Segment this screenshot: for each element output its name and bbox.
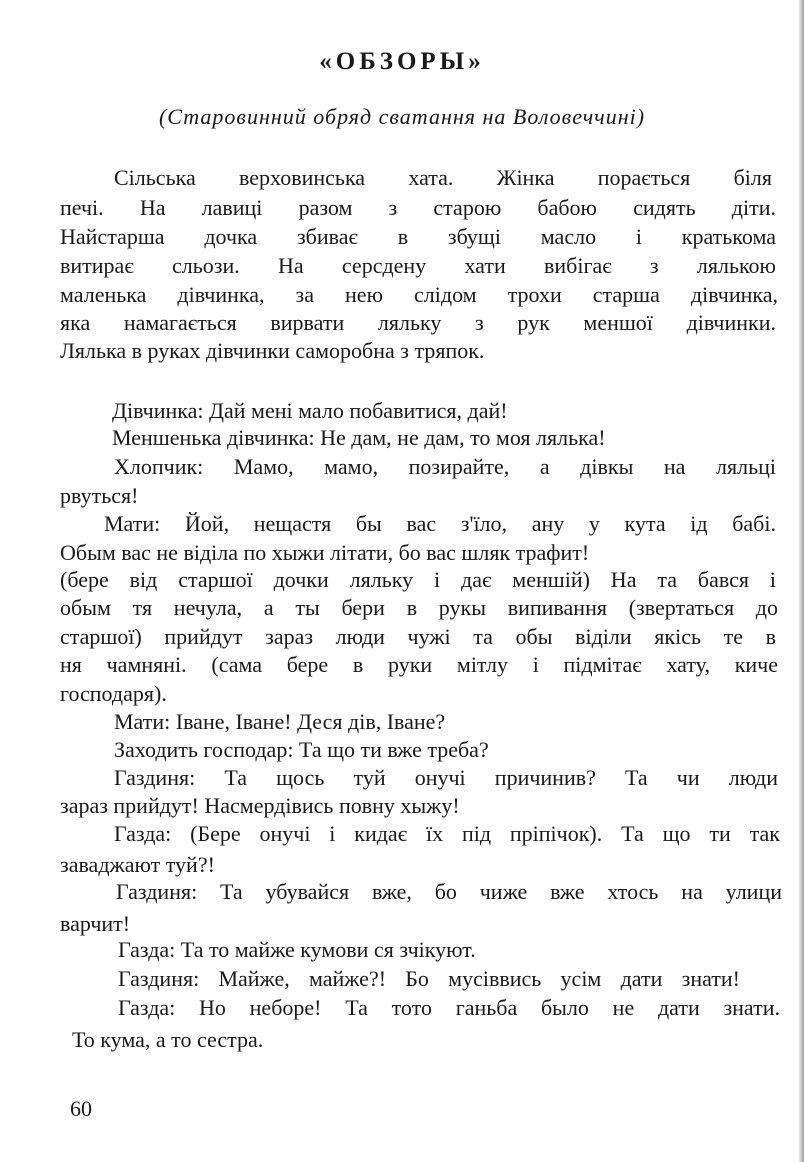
text-line: (бере від старшої дочки ляльку і дає меншій) На та бався і [60, 567, 776, 592]
text-line: старшої) прийдут зараз люди чужі та обы віділи якісь те в [60, 624, 776, 649]
page-subtitle: (Старовинний обряд сватання на Воловеччині) [158, 104, 646, 129]
text-line: Лялька в руках дівчинки саморобна з тряпок. [60, 338, 485, 363]
text-line: Заходить господар: Та що ти вже треба? [114, 737, 489, 762]
text-line: Газдиня: Майже, майже?! Бо мусіввись усім дати знати! [118, 966, 740, 991]
text-line: зараз прийдут! Насмердівись повну хыжу! [60, 793, 460, 818]
text-line: Дівчинка: Дай мені мало побавитися, дай! [112, 398, 508, 423]
page-title: «ОБЗОРЫ» [319, 48, 485, 75]
text-line: печі. На лавиці разом з старою бабою сидять діти. [60, 195, 776, 220]
text-line: ня чамняні. (сама бере в руки мітлу і підмітає хату, киче [60, 652, 778, 677]
page-number: 60 [70, 1096, 92, 1121]
text-line: яка намагається вирвати ляльку з рук меншої дівчинки. [60, 310, 776, 335]
text-line: Найстарша дочка збиває в збущі масло і кратькома [60, 224, 776, 249]
text-line: варчит! [60, 911, 131, 936]
text-line: Меншенька дівчинка: Не дам, не дам, то моя лялька! [112, 425, 606, 450]
text-line: То кума, а то сестра. [72, 1027, 264, 1052]
text-line: Мати: Іване, Іване! Деся дів, Іване? [114, 709, 446, 734]
text-line: заваджают туй?! [60, 852, 215, 877]
text-line: витирає сльози. На серсдену хати вибігає з лялькою [60, 253, 776, 278]
text-line: Газда: (Бере онучі і кидає їх під пріпічок). Та що ти так [114, 821, 780, 846]
text-line: Сільська верховинська хата. Жінка порається біля [114, 165, 772, 190]
text-line: Газда: Та то майже кумови ся зчікуют. [118, 937, 476, 962]
text-line: маленька дівчинка, за нею слідом трохи старша дівчинка, [60, 282, 778, 307]
text-line: Обым вас не віділа по хыжи літати, бо вас шляк трафит! [60, 540, 590, 565]
text-line: Газдиня: Та щось туй онучі причинив? Та чи люди [114, 765, 778, 790]
text-line: рвуться! [60, 483, 139, 508]
text-line: Мати: Йой, нещастя бы вас з'їло, ану у кута ід бабі. [104, 511, 776, 536]
text-line: Газдиня: Та убувайся вже, бо чиже вже хтось на улици [116, 879, 782, 904]
text-line: Газда: Но неборе! Та тото ганьба было не дати знати. [118, 995, 780, 1020]
text-line: господаря). [60, 681, 167, 706]
text-line: Хлопчик: Мамо, мамо, позирайте, а дівкы на ляльці [114, 454, 776, 479]
text-line: обым тя нечула, а ты бери в рукы випивання (звертаться до [60, 595, 778, 620]
page-edge-shadow [798, 0, 804, 1162]
